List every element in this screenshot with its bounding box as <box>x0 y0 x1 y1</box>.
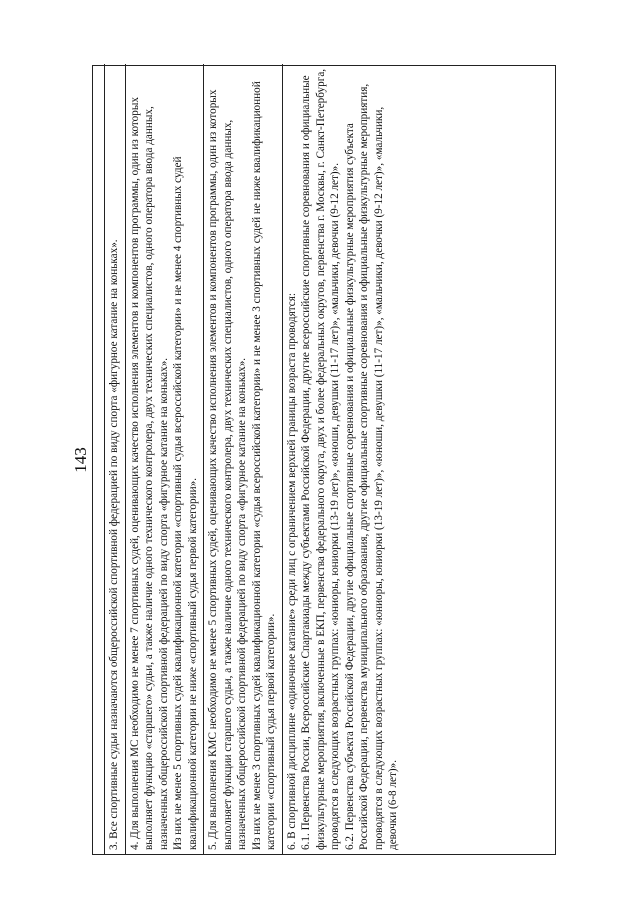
page-number: 143 <box>71 447 90 473</box>
block-4 <box>128 68 201 850</box>
paragraph: Из них не менее 3 спортивных судей квалификационной категории «судья всероссийской категории» и не менее 3 спортивных судей не ниже квалификационной категории «спортивный судья первой категории». <box>250 81 277 850</box>
paragraph: Из них не менее 5 спортивных судей квалификационной категории «спортивный судья всероссийской категории» и не менее 4 спортивных судей квалификационной категории не ниже «спортивный судья первой категории». <box>172 156 199 850</box>
paragraph: 3. Все спортивные судьи назначаются общероссийской спортивной федерацией по виду спорта «фигурное катание на коньках». <box>108 239 120 850</box>
block-6 <box>285 68 401 850</box>
row-divider <box>282 64 283 854</box>
paragraph: 6.1. Первенства России, Всероссийские Спартакиады между субъектами Российской Федерации, другие всероссийские спортивные соревнования и официальные физкультурные мероприятия, включенные в ЕКП, первенства федерального округа, двух и более федеральных округов, первенства г. Москвы, г. Санкт-Петербурга, проводятся в следующих возрастных группах: «юниоры, юниорки (13-19 лет)», «юноши, девушки (11-17 лет)», «мальчики, девочки (9-12 лет)». <box>300 68 341 850</box>
row-divider <box>203 64 204 854</box>
table-cell-content <box>107 68 401 850</box>
regulation-table <box>92 65 556 855</box>
paragraph: 6.2. Первенства субъекта Российской Федерации, другие официальные спортивные соревнования и официальные физкультурные мероприятия субъекта Российской Федерации, первенства муниципального образования, другие официальные спортивные соревнования и официальные физкультурные мероприятия, проводятся в следующих возрастных группах: «юниоры, юниорки (13-19 лет)», «юноши, девушки (11-17 лет)», «мальчики, девочки (9-12 лет)», «мальчики, девочки (6-8 лет)». <box>343 83 399 850</box>
paragraph: 6. В спортивной дисциплине «одиночное катание» среди лиц с ограничением верхней границы возраста проводятся: <box>285 293 298 850</box>
row-divider <box>125 64 126 854</box>
paragraph: 4. Для выполнения МС необходимо не менее 7 спортивных судей, оценивающих качество исполнения элементов и компонентов программы, один из которых выполняет функцию «старшего» судьи, а также наличие одного технического контролера, двух технических специалистов, одного оператора ввода данных, назначенных общероссийской спортивной федерацией по виду спорта «фигурное катание на коньках». <box>128 97 170 850</box>
rotated-content <box>67 65 557 855</box>
block-3 <box>107 68 122 850</box>
block-5 <box>206 68 279 850</box>
table-left-column <box>93 64 105 854</box>
paragraph: 5. Для выполнения КМС необходимо не менее 5 спортивных судей, оценивающих качество исполнения элементов и компонентов программы, один из которых выполняет функции старшего судьи, а также наличие одного технического контролера, двух технических специалистов, одного оператора ввода данных, назначенных общероссийской спортивной федерацией по виду спорта «фигурное катание на коньках». <box>207 89 248 850</box>
